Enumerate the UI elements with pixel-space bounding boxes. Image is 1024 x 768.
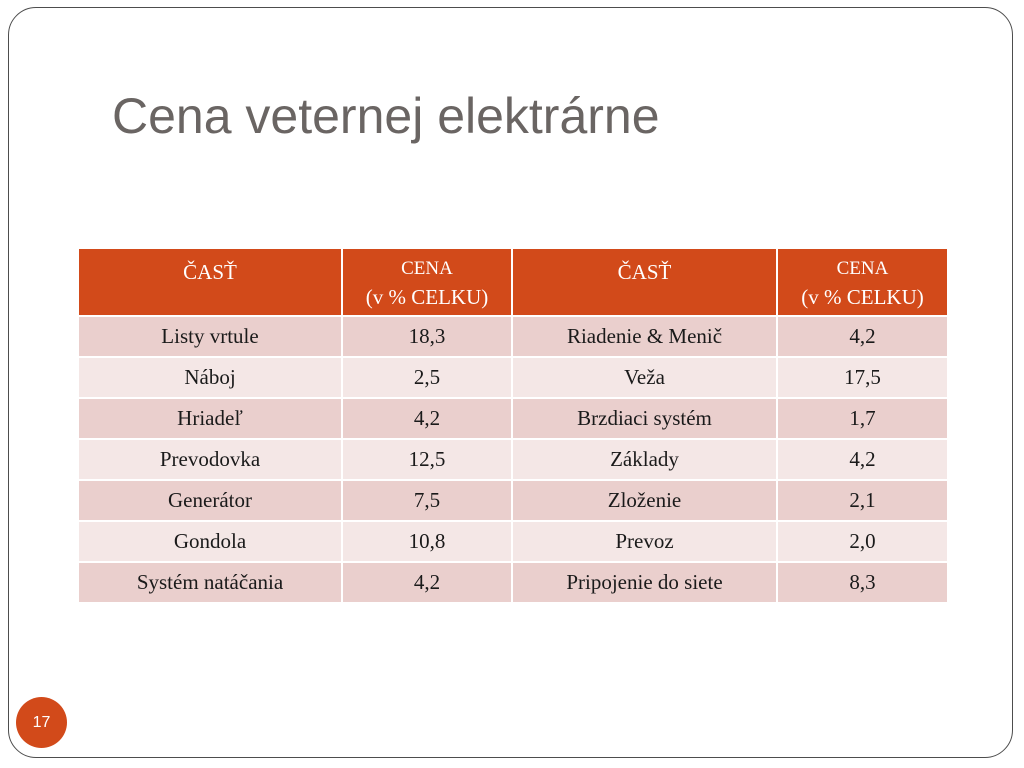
part-name-cell: Riadenie & Menič [512, 316, 777, 357]
table-row [78, 398, 948, 439]
table-row [78, 316, 948, 357]
price-percent-cell: 1,7 [777, 398, 948, 439]
part-name-cell: Prevodovka [78, 439, 342, 480]
price-percent-cell: 4,2 [342, 562, 512, 603]
price-percent-cell: 10,8 [342, 521, 512, 562]
part-name-cell: Základy [512, 439, 777, 480]
header-label: CENA [836, 258, 889, 279]
part-name-cell: Hriadeľ [78, 398, 342, 439]
part-name-cell: Gondola [78, 521, 342, 562]
price-percent-cell: 2,1 [777, 480, 948, 521]
table-row [78, 439, 948, 480]
price-percent-cell: 4,2 [777, 439, 948, 480]
table-row [78, 357, 948, 398]
part-name-cell: Zloženie [512, 480, 777, 521]
price-percent-cell: 2,5 [342, 357, 512, 398]
header-cena-1 [342, 248, 512, 316]
part-name-cell: Pripojenie do siete [512, 562, 777, 603]
slide-title: Cena veternej elektrárne [112, 88, 660, 144]
price-percent-cell: 17,5 [777, 357, 948, 398]
table-row [78, 521, 948, 562]
header-sublabel: (v % CELKU) [365, 285, 489, 309]
header-cast-1 [78, 248, 342, 316]
part-name-cell: Náboj [78, 357, 342, 398]
header-label: ČASŤ [617, 260, 672, 284]
price-percent-cell: 2,0 [777, 521, 948, 562]
price-percent-cell: 7,5 [342, 480, 512, 521]
header-sublabel: (v % CELKU) [801, 285, 924, 309]
price-percent-cell: 18,3 [342, 316, 512, 357]
price-table [77, 247, 949, 604]
table-row [78, 562, 948, 603]
price-percent-cell: 8,3 [777, 562, 948, 603]
header-cena-2 [777, 248, 948, 316]
table-header-row [78, 248, 948, 316]
slide-number-badge: 17 [16, 697, 67, 748]
part-name-cell: Systém natáčania [78, 562, 342, 603]
part-name-cell: Veža [512, 357, 777, 398]
part-name-cell: Generátor [78, 480, 342, 521]
header-cast-2 [512, 248, 777, 316]
part-name-cell: Brzdiaci systém [512, 398, 777, 439]
price-percent-cell: 4,2 [342, 398, 512, 439]
header-label: CENA [401, 258, 453, 279]
part-name-cell: Prevoz [512, 521, 777, 562]
part-name-cell: Listy vrtule [78, 316, 342, 357]
header-label: ČASŤ [183, 260, 237, 284]
price-percent-cell: 4,2 [777, 316, 948, 357]
table-row [78, 480, 948, 521]
price-percent-cell: 12,5 [342, 439, 512, 480]
